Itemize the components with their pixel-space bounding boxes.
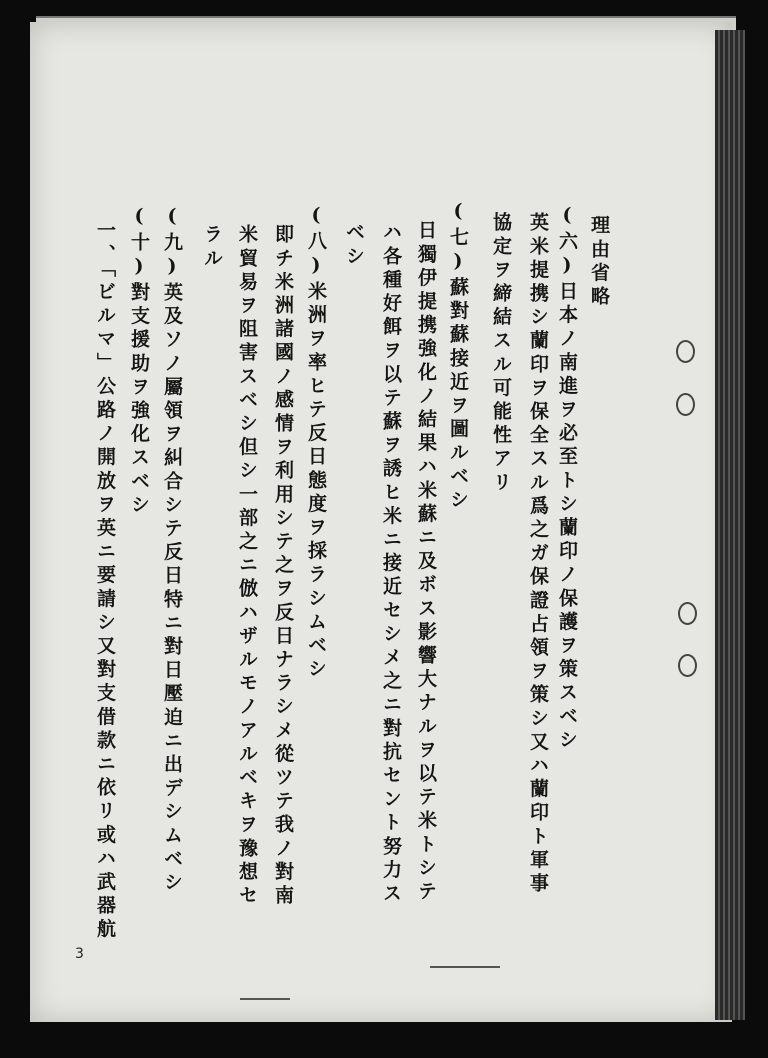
column-4: 協定ヲ締結スル可能性アリ: [490, 212, 512, 496]
column-14: (十)對支援助ヲ強化スベシ: [128, 205, 150, 518]
binding-spine: [715, 30, 745, 1020]
column-1: 理由省略: [588, 215, 610, 310]
margin-circle-mark: [676, 393, 695, 416]
column-10: 即チ米洲諸國ノ感情ヲ利用シテ之ヲ反日ナラシメ從ツテ我ノ對南: [272, 224, 294, 909]
column-15: 一、「ビルマ」公路ノ開放ヲ英ニ要請シ又對支借款ニ依リ或ハ武器航: [94, 220, 116, 943]
pencil-mark: [430, 966, 500, 968]
margin-circle-mark: [678, 654, 697, 677]
column-12: ラル: [201, 224, 223, 272]
margin-circle-mark: [678, 602, 697, 625]
column-9: (八)米洲ヲ率ヒテ反日態度ヲ採ラシムベシ: [305, 204, 327, 682]
column-7: ハ各種好餌ヲ以テ蘇ヲ誘ヒ米ニ接近セシメ之ニ對抗セント努力ス: [380, 222, 402, 907]
column-8: ベシ: [343, 222, 365, 270]
column-2: (六)日本ノ南進ヲ必至トシ蘭印ノ保護ヲ策スベシ: [556, 204, 578, 753]
pencil-mark: [240, 998, 290, 1000]
column-6: 日獨伊提携強化ノ結果ハ米蘇ニ及ボス影響大ナルヲ以テ米トシテ: [415, 220, 437, 905]
page-number: 3: [75, 946, 84, 962]
column-11: 米貿易ヲ阻害スベシ但シ一部之ニ倣ハザルモノアルベキヲ豫想セ: [236, 224, 258, 909]
column-13: (九)英及ソノ屬領ヲ糾合シテ反日特ニ對日壓迫ニ出デシムベシ: [161, 205, 183, 896]
margin-circle-mark: [676, 340, 695, 363]
column-3: 英米提携シ蘭印ヲ保全スル爲之ガ保證占領ヲ策シ又ハ蘭印ト軍事: [527, 212, 549, 897]
column-5: (七)蘇對蘇接近ヲ圖ルベシ: [447, 200, 469, 513]
